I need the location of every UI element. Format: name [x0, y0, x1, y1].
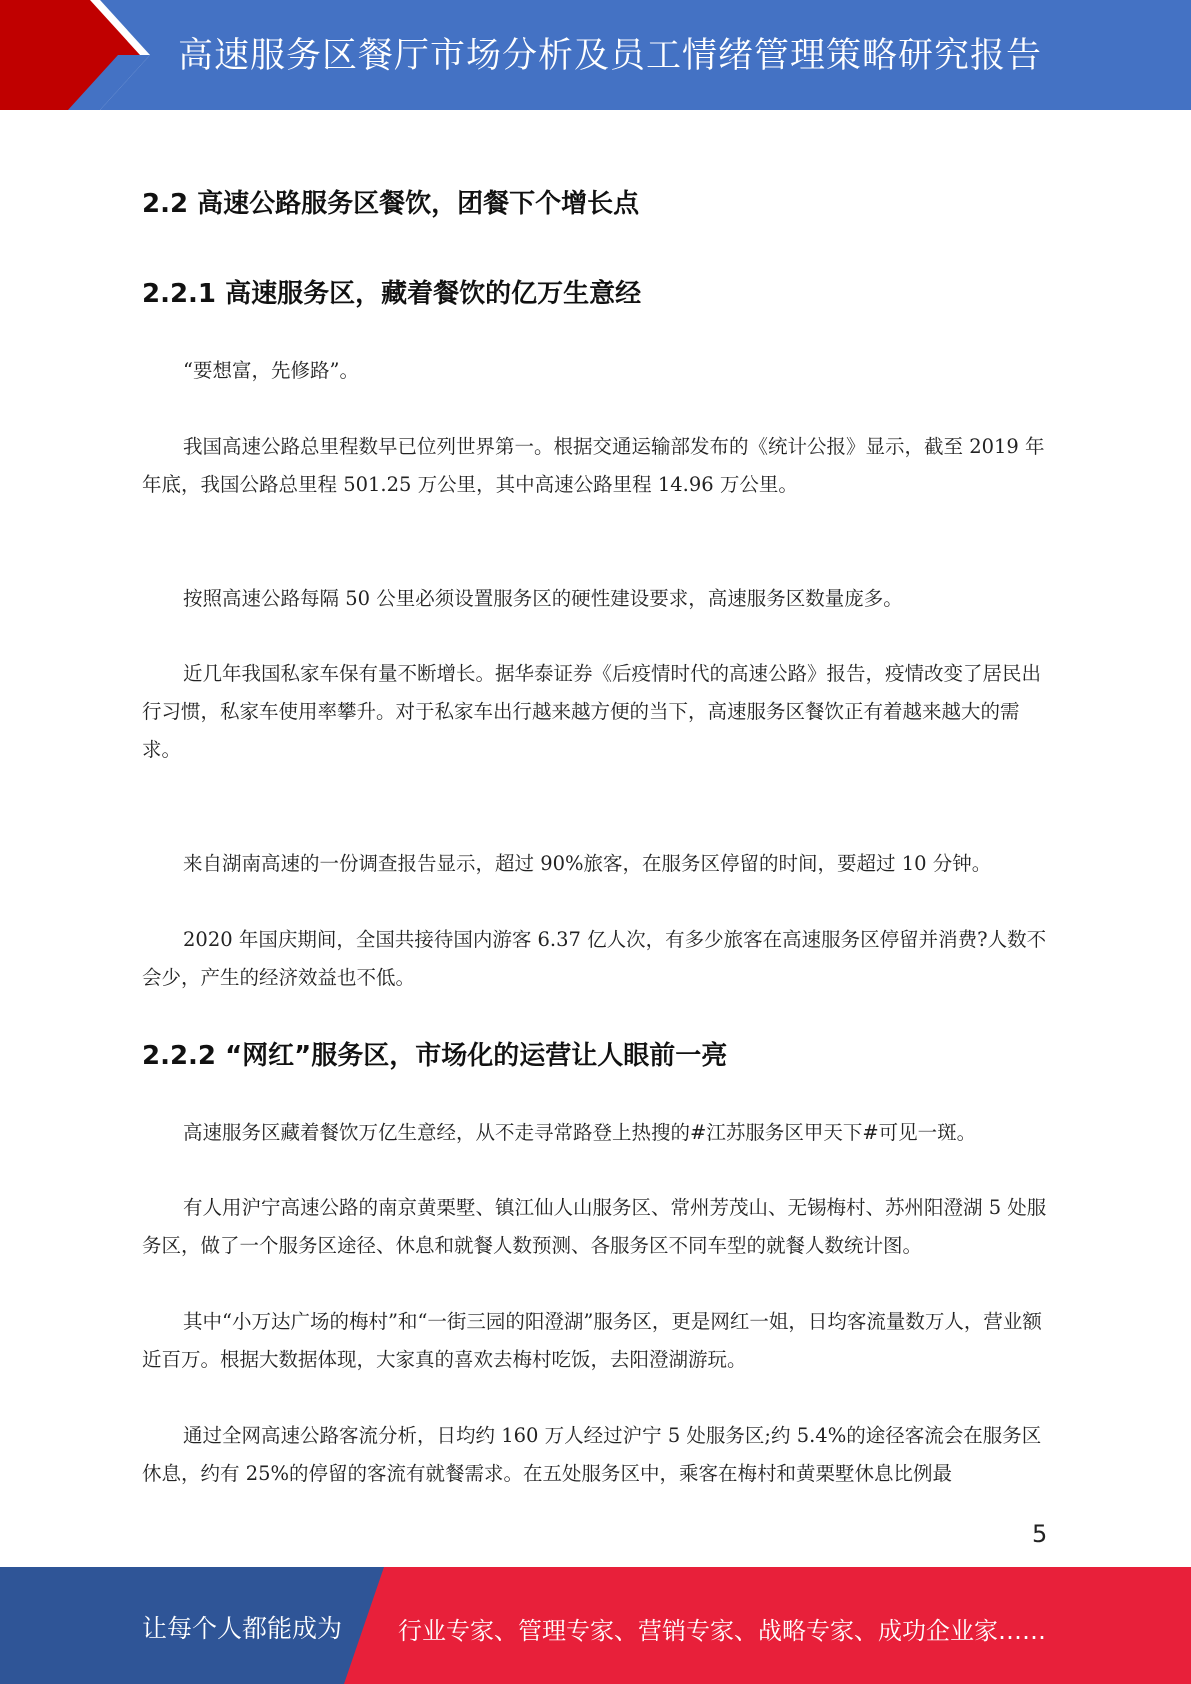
paragraph: 来自湖南高速的一份调查报告显示，超过 90%旅客，在服务区停留的时间，要超过 10 分钟。 [183, 852, 992, 875]
paragraph: “要想富，先修路”。 [183, 359, 359, 382]
footer-slogan-left: 让每个人都能成为 [142, 1614, 343, 1643]
footer-slogan-right: 行业专家、管理专家、营销专家、战略专家、成功企业家…… [398, 1617, 1046, 1645]
header-arrow-decoration [0, 0, 160, 110]
page-number: 5 [1032, 1520, 1048, 1548]
header-banner [0, 0, 1191, 110]
section-heading-2-2-1: 2.2.1 高速服务区，藏着餐饮的亿万生意经 [142, 279, 642, 309]
paragraph: 我国高速公路总里程数早已位列世界第一。根据交通运输部发布的《统计公报》显示，截至 2019 年年底，我国公路总里程 501.25 万公里，其中高速公路里程 14.96 万公里。 [142, 435, 1045, 496]
footer-banner [0, 1567, 1191, 1684]
document-title: 高速服务区餐厅市场分析及员工情绪管理策略研究报告 [178, 36, 1043, 76]
paragraph: 按照高速公路每隔 50 公里必须设置服务区的硬性建设要求，高速服务区数量庞多。 [183, 587, 903, 610]
paragraph: 其中“小万达广场的梅村”和“一街三园的阳澄湖”服务区，更是网红一姐，日均客流量数万人，营业额近百万。根据大数据体现，大家真的喜欢去梅村吃饭，去阳澄湖游玩。 [142, 1310, 1042, 1371]
paragraph: 高速服务区藏着餐饮万亿生意经，从不走寻常路登上热搜的#江苏服务区甲天下#可见一斑。 [183, 1121, 977, 1144]
paragraph: 通过全网高速公路客流分析，日均约 160 万人经过沪宁 5 处服务区;约 5.4%的途径客流会在服务区休息，约有 25%的停留的客流有就餐需求。在五处服务区中，乘客在梅村和黄栗墅休息比例最 [142, 1424, 1042, 1485]
section-heading-2-2-2: 2.2.2 “网红”服务区，市场化的运营让人眼前一亮 [142, 1041, 728, 1071]
paragraph: 有人用沪宁高速公路的南京黄栗墅、镇江仙人山服务区、常州芳茂山、无锡梅村、苏州阳澄湖 5 处服务区，做了一个服务区途径、休息和就餐人数预测、各服务区不同车型的就餐人数统计图。 [142, 1196, 1047, 1257]
paragraph: 近几年我国私家车保有量不断增长。据华泰证券《后疫情时代的高速公路》报告，疫情改变了居民出行习惯，私家车使用率攀升。对于私家车出行越来越方便的当下，高速服务区餐饮正有着越来越大的需求。 [142, 662, 1042, 761]
paragraph: 2020 年国庆期间，全国共接待国内游客 6.37 亿人次，有多少旅客在高速服务区停留并消费?人数不会少，产生的经济效益也不低。 [142, 928, 1047, 989]
section-heading-2-2: 2.2 高速公路服务区餐饮，团餐下个增长点 [142, 189, 640, 219]
